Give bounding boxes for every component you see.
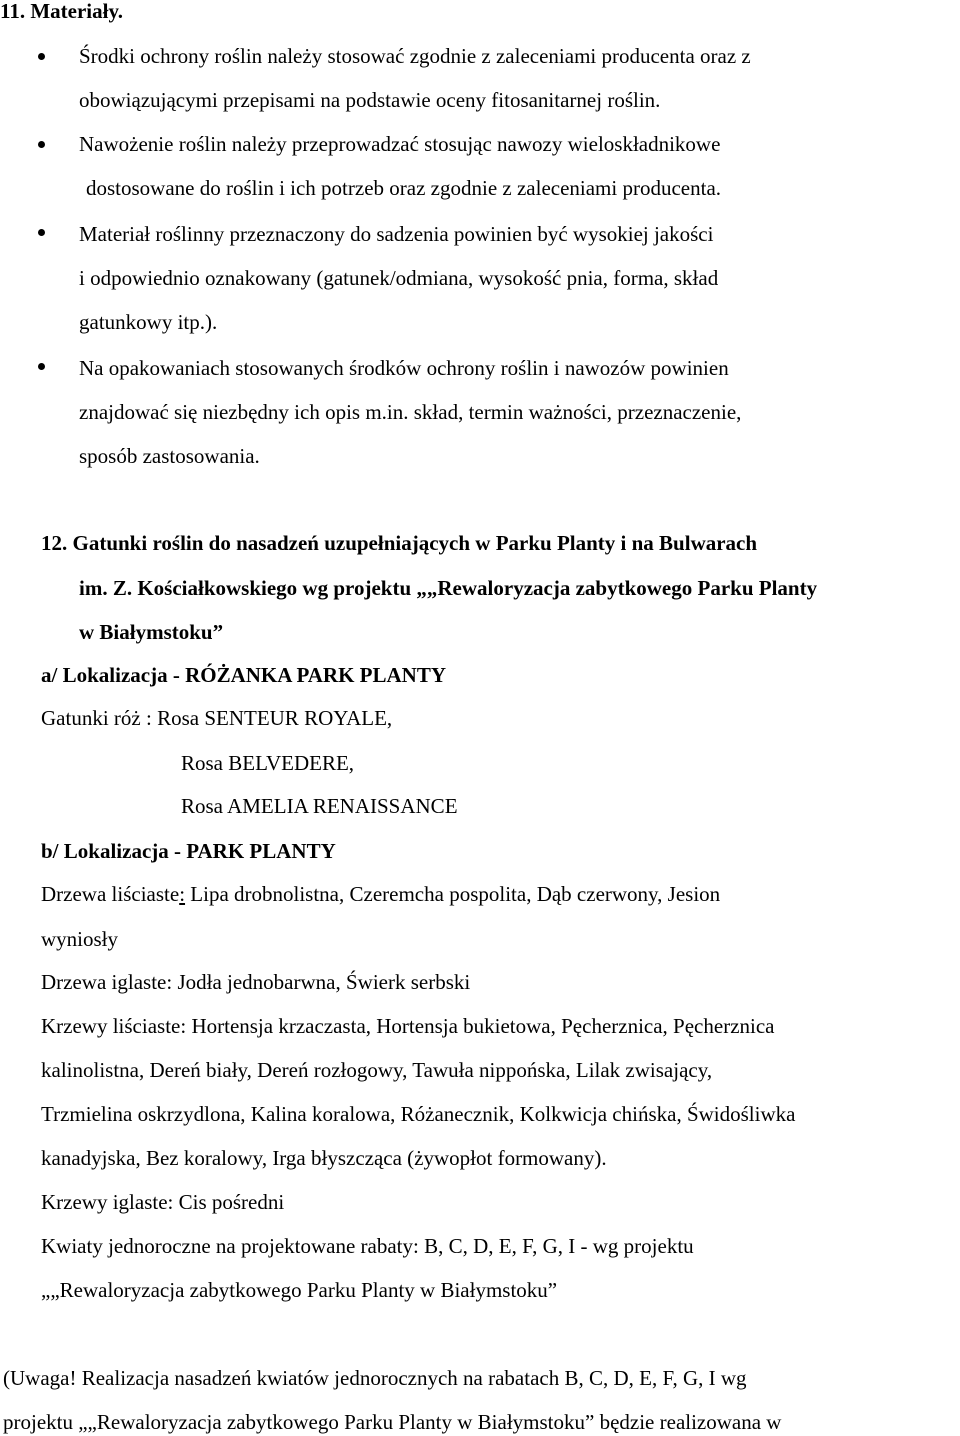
bullet-1-line-1: Środki ochrony roślin należy stosować zgodnie z zaleceniami producenta oraz z — [79, 44, 751, 68]
bullet-2-line-2: dostosowane do roślin i ich potrzeb oraz zgodnie z zaleceniami producenta. — [86, 176, 722, 200]
location-b-heading: b/ Lokalizacja - PARK PLANTY — [41, 839, 336, 863]
deciduous-trees-line — [41, 881, 720, 907]
deciduous-trees-label: Drzewa liściaste — [41, 882, 180, 906]
deciduous-shrubs-line-1: Krzewy liściaste: Hortensja krzaczasta, Hortensja bukietowa, Pęcherznica, Pęcherznica — [41, 1014, 775, 1038]
bullet-4-line-3: sposób zastosowania. — [79, 444, 260, 468]
section-12-heading-line-3: w Białymstoku” — [79, 620, 224, 644]
rose-1: Rosa SENTEUR ROYALE, — [157, 706, 393, 730]
bullet-4-line-2: znajdować się niezbędny ich opis m.in. skład, termin ważności, przeznaczenie, — [79, 400, 742, 424]
deciduous-shrubs-line-3: Trzmielina oskrzydlona, Kalina koralowa, Różanecznik, Kolkwicja chińska, Świdośliwka — [41, 1102, 796, 1126]
bullet-icon — [38, 53, 45, 60]
bullet-icon — [38, 363, 45, 370]
bullet-icon — [38, 141, 45, 148]
conifer-shrubs-line: Krzewy iglaste: Cis pośredni — [41, 1190, 285, 1214]
bullet-1-line-2: obowiązującymi przepisami na podstawie oceny fitosanitarnej roślin. — [79, 88, 661, 112]
note-line-1: (Uwaga! Realizacja nasadzeń kwiatów jednorocznych na rabatach B, C, D, E, F, G, I wg — [3, 1366, 747, 1390]
bullet-4-line-1: Na opakowaniach stosowanych środków ochrony roślin i nawozów powinien — [79, 356, 729, 380]
section-12-heading-line-1: 12. Gatunki roślin do nasadzeń uzupełniających w Parku Planty i na Bulwarach — [41, 531, 758, 555]
bullet-3-line-3: gatunkowy itp.). — [79, 310, 218, 334]
note-line-2: projektu „„Rewaloryzacja zabytkowego Parku Planty w Białymstoku” będzie realizowana w — [3, 1410, 782, 1434]
bullet-2-line-1: Nawożenie roślin należy przeprowadzać stosując nawozy wieloskładnikowe — [79, 132, 721, 156]
rose-3: Rosa AMELIA RENAISSANCE — [181, 794, 458, 818]
roses-line — [41, 705, 392, 731]
rose-2: Rosa BELVEDERE, — [181, 751, 355, 775]
bullet-3-line-2: i odpowiednio oznakowany (gatunek/odmiana, wysokość pnia, forma, skład — [79, 266, 719, 290]
deciduous-shrubs-line-4: kanadyjska, Bez koralowy, Irga błyszcząca (żywopłot formowany). — [41, 1146, 607, 1170]
deciduous-trees-value: Lipa drobnolistna, Czeremcha pospolita, Dąb czerwony, Jesion — [185, 882, 721, 906]
deciduous-trees-cont: wyniosły — [41, 927, 119, 951]
deciduous-trees-colon: : — [179, 882, 186, 906]
section-11-heading: 11. Materiały. — [0, 0, 124, 23]
section-12-heading-line-2: im. Z. Kościałkowskiego wg projektu „„Rewaloryzacja zabytkowego Parku Planty — [79, 576, 818, 600]
conifer-trees-line: Drzewa iglaste: Jodła jednobarwna, Świerk serbski — [41, 970, 471, 994]
bullet-icon — [38, 229, 45, 236]
annual-flowers-line-1: Kwiaty jednoroczne na projektowane rabaty: B, C, D, E, F, G, I - wg projektu — [41, 1234, 694, 1258]
location-a-heading: a/ Lokalizacja - RÓŻANKA PARK PLANTY — [41, 663, 447, 687]
deciduous-shrubs-line-2: kalinolistna, Dereń biały, Dereń rozłogowy, Tawuła nippońska, Lilak zwisający, — [41, 1058, 713, 1082]
bullet-3-line-1: Materiał roślinny przeznaczony do sadzenia powinien być wysokiej jakości — [79, 222, 714, 246]
annual-flowers-line-2: „„Rewaloryzacja zabytkowego Parku Planty w Białymstoku” — [41, 1278, 558, 1302]
roses-label: Gatunki róż : — [41, 706, 158, 730]
